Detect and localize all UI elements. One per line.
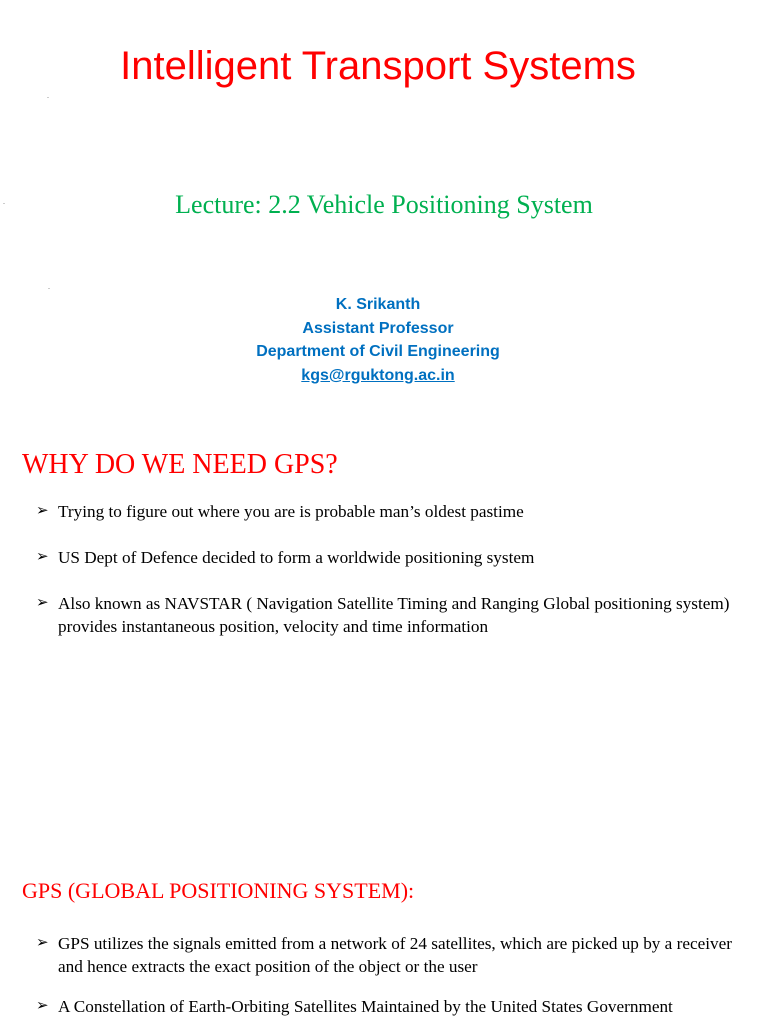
list-item bbox=[36, 546, 751, 569]
page-title: Intelligent Transport Systems bbox=[120, 44, 636, 88]
list-item bbox=[36, 932, 751, 978]
lecture-title: Lecture: 2.2 Vehicle Positioning System bbox=[175, 190, 593, 219]
arrow-bullet-icon: ➢ bbox=[36, 595, 49, 611]
author-email-link[interactable]: kgs@rguktong.ac.in bbox=[301, 366, 455, 384]
author-department: Department of Civil Engineering bbox=[256, 343, 500, 360]
gps-bullet-list bbox=[36, 932, 751, 1035]
bullet-text: A Constellation of Earth-Orbiting Satellites Maintained by the United States Government bbox=[58, 997, 673, 1016]
arrow-bullet-icon: ➢ bbox=[36, 549, 49, 565]
author-name: K. Srikanth bbox=[335, 296, 421, 313]
arrow-bullet-icon: ➢ bbox=[36, 503, 49, 519]
bullet-text: US Dept of Defence decided to form a worldwide positioning system bbox=[58, 548, 535, 567]
list-item bbox=[36, 995, 751, 1018]
why-gps-bullet-list bbox=[36, 500, 751, 661]
arrow-bullet-icon: ➢ bbox=[36, 935, 49, 951]
bullet-text: GPS utilizes the signals emitted from a network of 24 satellites, which are picked up by a receiver and hence extracts the exact position of the object or the user bbox=[58, 934, 732, 976]
list-item bbox=[36, 592, 751, 638]
scan-speck bbox=[47, 97, 49, 98]
author-block bbox=[0, 293, 756, 387]
section-heading-why-gps: WHY DO WE NEED GPS? bbox=[22, 449, 338, 480]
scan-speck bbox=[48, 288, 50, 289]
list-item bbox=[36, 500, 751, 523]
section-heading-gps-definition: GPS (GLOBAL POSITIONING SYSTEM): bbox=[22, 878, 415, 903]
bullet-text: Also known as NAVSTAR ( Navigation Satellite Timing and Ranging Global positioning system) provides instantaneous position, velocity and time information bbox=[58, 594, 730, 636]
bullet-text: Trying to figure out where you are is probable man’s oldest pastime bbox=[58, 502, 524, 521]
author-position: Assistant Professor bbox=[302, 319, 454, 337]
arrow-bullet-icon: ➢ bbox=[36, 998, 49, 1014]
